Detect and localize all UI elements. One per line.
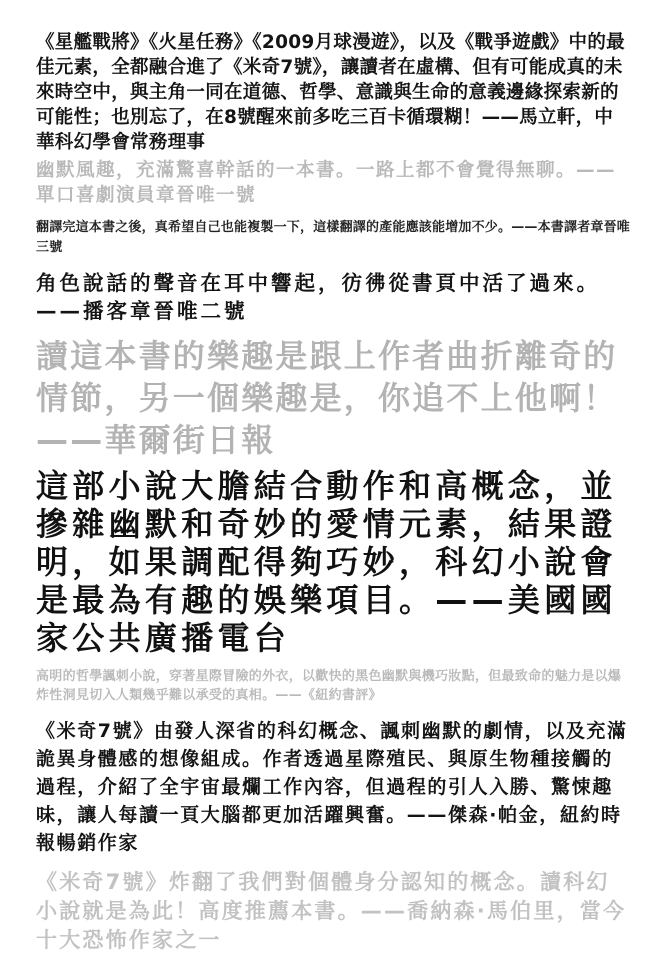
blurb-ma-lixuan: 《星艦戰將》《火星任務》《2009月球漫遊》，以及《戰爭遊戲》中的最佳元素，全都融合進了《米奇7號》，讓讀者在虛構、但有可能成真的未來時空中，與主角一同在道德、哲學、意識與生命的意義邊緣探索新的可能性；也別忘了，在8號醒來前多吃三百卡循環糊！——馬立軒，中華科幻學會常務理事 (36, 32, 625, 153)
blurb-comedian: 幽默風趣，充滿驚喜幹話的一本書。一路上都不會覺得無聊。——單口喜劇演員章晉唯一號 (36, 160, 617, 206)
blurb-jonathan-maberry: 《米奇7號》炸翻了我們對個體身分認知的概念。讀科幻小說就是為此！高度推薦本書。——喬納森·馬伯里，當今十大恐怖作家之一 (36, 870, 627, 952)
blurb-page (36, 30, 630, 955)
blurb-translator: 翻譯完這本書之後，真希望自己也能複製一下，這樣翻譯的產能應該能增加不少。——本書譯者章晉唯三號 (36, 220, 631, 255)
blurb-wsj: 讀這本書的樂趣是跟上作者曲折離奇的情節，另一個樂趣是，你追不上他啊！——華爾街日報 (36, 337, 618, 459)
blurb-jason-parkin: 《米奇7號》由發人深省的科幻概念、諷刺幽默的劇情，以及充滿詭異身體感的想像組成。作者透過星際殖民、與原生物種接觸的過程，介紹了全宇宙最爛工作內容，但過程的引人入勝、驚悚趣味，讓人每讀一頁大腦都更加活躍興奮。——傑森·帕金，紐約時報暢銷作家 (36, 720, 628, 854)
blurb-podcaster: 角色說話的聲音在耳中響起，彷彿從書頁中活了過來。——播客章晉唯二號 (36, 271, 600, 323)
blurb-npr: 這部小說大膽結合動作和高概念，並摻雜幽默和奇妙的愛情元素，結果證明，如果調配得夠巧妙，科幻小說會是最為有趣的娛樂項目。——美國國家公共廣播電台 (36, 467, 617, 657)
blurb-nyrb: 高明的哲學諷刺小說，穿著星際冒險的外衣，以歡快的黑色幽默與機巧妝點，但最致命的魅力是以爆炸性洞見切入人類幾乎難以承受的真相。——《紐約書評》 (36, 669, 622, 703)
